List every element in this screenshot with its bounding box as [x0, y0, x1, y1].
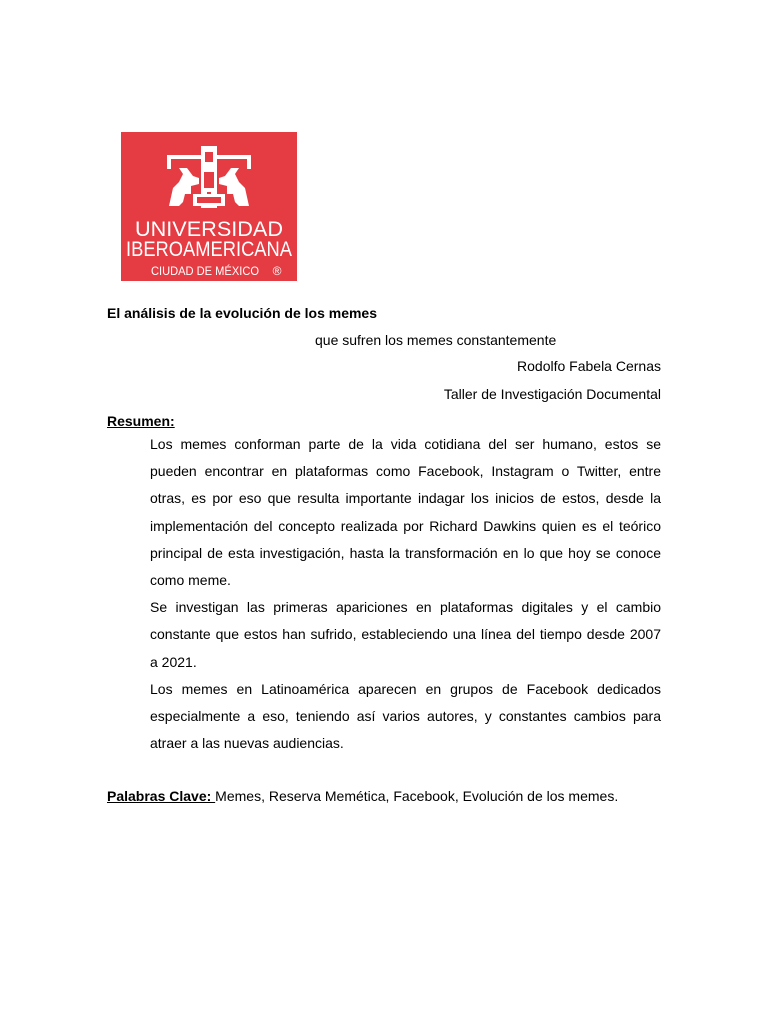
university-logo: [121, 132, 297, 281]
course-name: Taller de Investigación Documental: [443, 386, 661, 402]
logo-line-3: CIUDAD DE MÉXICO: [151, 264, 268, 278]
abstract-paragraph: Los memes conforman parte de la vida cotidiana del ser humano, estos se pueden encontrar en plataformas como Facebook, Instagram o Twitter, entre otras, es por eso que resulta importante indagar los inicios de estos, desde la implementación del concepto realizada por Richard Dawkins quien es el teórico principal de esta investigación, hasta la transformación en lo que hoy se conoce como meme.: [150, 436, 661, 589]
author-name: Rodolfo Fabela Cernas: [517, 358, 661, 374]
document-title: El análisis de la evolución de los memes: [107, 305, 377, 321]
abstract-paragraph: Se investigan las primeras apariciones en plataformas digitales y el cambio constante que estos han sufrido, estableciendo una línea del tiempo desde 2007 a 2021.: [150, 599, 661, 670]
logo-line-1: UNIVERSIDAD: [135, 218, 283, 241]
abstract-body: [150, 431, 661, 757]
document-subtitle: que sufren los memes constantemente: [315, 332, 557, 348]
registered-mark: ®: [272, 264, 282, 278]
keywords-label: Palabras Clave:: [107, 788, 216, 804]
logo-line-2: IBEROAMERICANA: [126, 238, 292, 261]
keywords-text: Memes, Reserva Memética, Facebook, Evolución de los memes.: [215, 788, 619, 804]
university-crest-icon: [121, 132, 297, 281]
keywords: [107, 787, 618, 805]
abstract-paragraph: Los memes en Latinoamérica aparecen en grupos de Facebook dedicados especialmente a eso, teniendo así varios autores, y constantes cambios para atraer a las nuevas audiencias.: [150, 680, 661, 752]
abstract-heading: Resumen:: [107, 413, 175, 429]
